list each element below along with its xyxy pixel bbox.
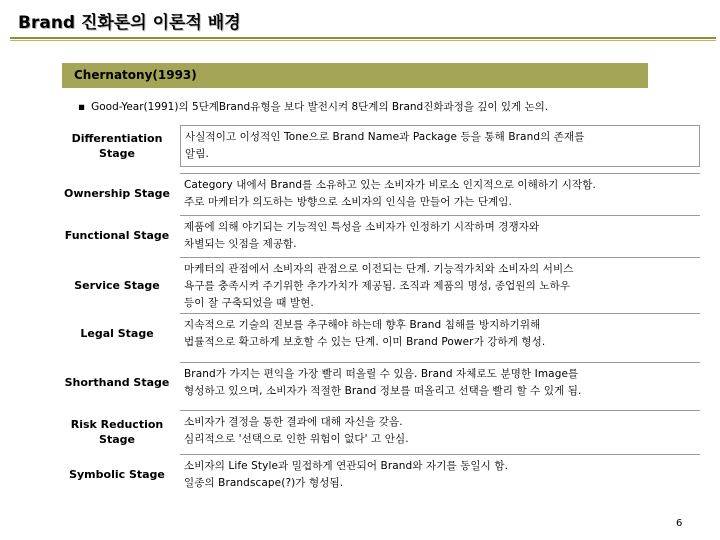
stage-description-line: 형성하고 있으며, 소비자가 적절한 Brand 정보를 떠올리고 선택을 빨리 할 수 있게 됨. [184,385,582,397]
stage-description-line: Brand가 가지는 편익을 가장 빨리 떠올릴 수 있음. Brand 자체로도 분명한 Image를 [184,368,579,380]
bullet-icon: ▪ [78,101,86,113]
stage-description [180,173,700,213]
stage-description-line: 알림. [185,148,209,160]
stage-name: Differentiation Stage [71,132,163,160]
stage-description [180,362,700,402]
stage-description-line: 일종의 Brandscape(?)가 형성됨. [184,477,344,489]
stage-row [60,313,700,353]
stage-description [180,215,700,255]
page-number: 6 [676,518,683,529]
stage-description-line: 심리적으로 '선택으로 인한 위험이 없다' 고 안심. [184,433,409,445]
stage-name: Service Stage [74,278,160,292]
stage-description-line: 주로 마케터가 의도하는 방향으로 소비자의 인식을 만들어 가는 단계임. [184,196,512,208]
stage-description [180,410,700,454]
stage-description-line: 지속적으로 기술의 진보를 추구해야 하는데 향후 Brand 침해를 방지하기위해 [184,319,541,331]
stage-name: Legal Stage [80,326,154,340]
stage-row [60,257,700,313]
stage-name: Shorthand Stage [64,375,170,389]
stage-description [180,313,700,353]
stage-name: Risk Reduction Stage [70,418,164,446]
stage-row [60,454,700,494]
stage-description-line: Category 내에서 Brand를 소유하고 있는 소비자가 비로소 인지적으로 이해하기 시작함. [184,179,596,191]
section-label: Chernatony(1993) [74,68,197,82]
stage-description-line: 소비자가 결정을 통한 결과에 대해 자신을 갖음. [184,416,403,428]
stage-description-line: 소비자의 Life Style과 밀접하게 연관되어 Brand와 자기를 동일시 함. [184,460,509,472]
stage-row [60,410,700,454]
stage-description-line: 욕구를 충족시켜 주기위한 추가가치가 제공됨. 조직과 제품의 명성, 종업원의 노하우 [184,280,571,292]
stage-description-line: 차별되는 잇점을 제공함. [184,238,297,250]
stage-description [180,125,700,167]
intro-sentence: Good-Year(1991)의 5단계Brand유형을 보다 발전시켜 8단계의 Brand진화과정을 깊이 있게 논의. [91,101,549,113]
stage-description [180,454,700,494]
stage-row [60,173,700,213]
stage-row [60,362,700,402]
intro-text [78,99,548,114]
stage-description-line: 사실적이고 이성적인 Tone으로 Brand Name과 Package 등을 통해 Brand의 존재를 [185,131,585,143]
stage-description-line: 마케터의 관점에서 소비자의 관점으로 이전되는 단계. 기능적가치와 소비자의 서비스 [184,263,574,275]
section-header-box [62,63,648,88]
stage-row [60,215,700,255]
stage-description-line: 제품에 의해 야기되는 기능적인 특성을 소비자가 인정하기 시작하며 경쟁자와 [184,221,540,233]
stage-row [60,125,700,167]
stage-name: Ownership Stage [63,186,171,200]
stage-name: Symbolic Stage [69,467,165,481]
stage-description [180,257,700,313]
stage-name: Functional Stage [64,228,170,242]
stage-description-line: 등이 잘 구축되었을 때 발현. [184,297,314,309]
title-divider-thin [10,40,716,41]
page-title: Brand 진화론의 이론적 배경 [18,13,241,33]
stage-description-line: 법률적으로 확고하게 보호할 수 있는 단계. 이미 Brand Power가 강하게 형성. [184,336,546,348]
title-divider [10,37,716,39]
